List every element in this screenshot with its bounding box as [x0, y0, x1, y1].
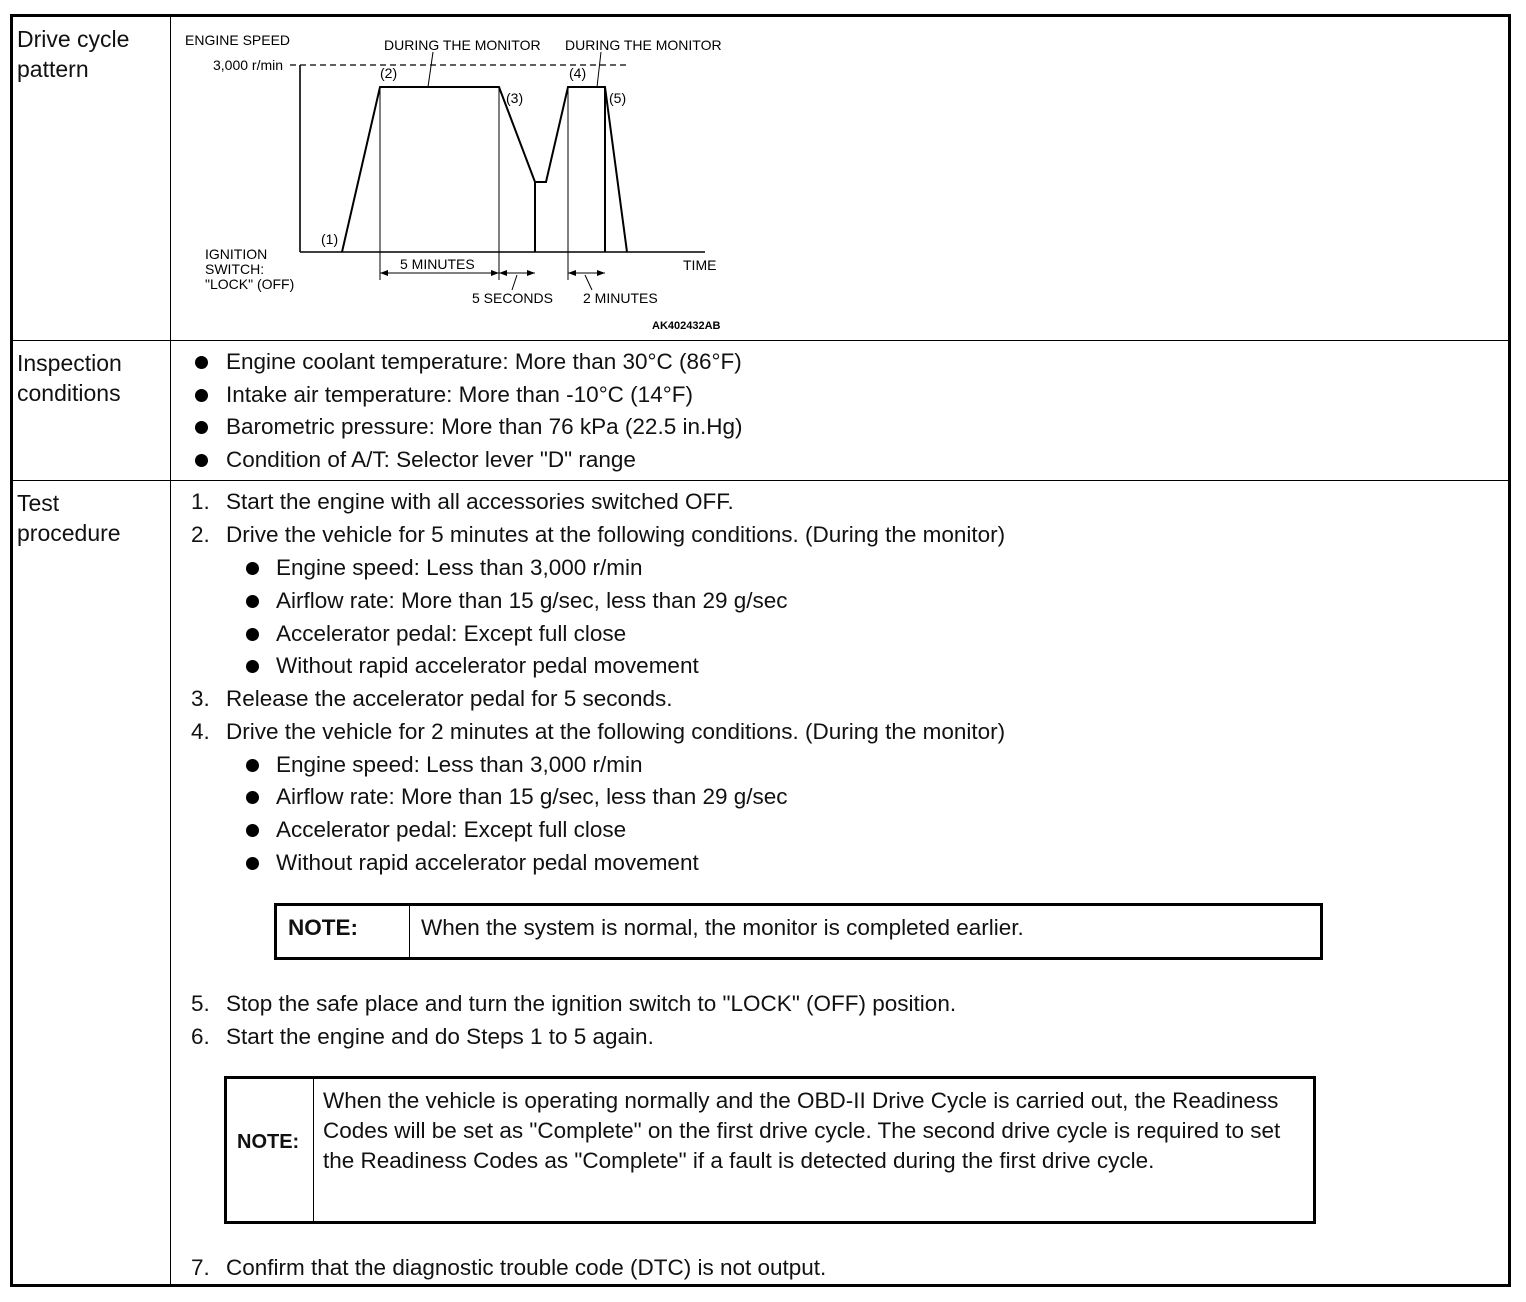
monitor-label-1: DURING THE MONITOR — [384, 37, 541, 53]
note-box — [274, 903, 1323, 960]
step-sub-item: Engine speed: Less than 3,000 r/min — [276, 555, 643, 580]
step-number: 6. — [191, 1024, 210, 1049]
note-text: When the system is normal, the monitor is completed earlier. — [421, 915, 1024, 940]
step-text: Release the accelerator pedal for 5 seconds. — [226, 686, 673, 711]
inspection-item: Barometric pressure: More than 76 kPa (22.5 in.Hg) — [226, 414, 743, 439]
duration-5-seconds: 5 SECONDS — [472, 290, 553, 306]
step-number: 5. — [191, 991, 210, 1016]
point-label-3: (3) — [506, 90, 524, 106]
step-number: 2. — [191, 522, 210, 547]
monitor-label-2: DURING THE MONITOR — [565, 37, 722, 53]
note-label: NOTE: — [237, 1131, 300, 1153]
note-label: NOTE: — [288, 915, 358, 940]
bullet-icon — [246, 857, 259, 870]
x-axis-label: TIME — [683, 257, 717, 273]
bullet-icon — [195, 454, 208, 467]
step-text: Start the engine and do Steps 1 to 5 again. — [226, 1024, 654, 1049]
point-label-1: (1) — [321, 231, 339, 247]
step-sub-item: Engine speed: Less than 3,000 r/min — [276, 752, 643, 777]
duration-2-minutes: 2 MINUTES — [583, 290, 658, 306]
step-sub-item: Accelerator pedal: Except full close — [276, 817, 627, 842]
step-number: 1. — [191, 489, 210, 514]
ignition-label-line-3: "LOCK" (OFF) — [205, 276, 295, 292]
step-sub-item: Airflow rate: More than 15 g/sec, less than 29 g/sec — [276, 784, 788, 809]
bullet-icon — [246, 595, 259, 608]
procedure-label: Test procedure — [17, 490, 121, 546]
note-box — [224, 1076, 1316, 1224]
step-number: 3. — [191, 686, 210, 711]
drive-cycle-diagram — [0, 0, 760, 340]
point-label-4: (4) — [569, 65, 587, 81]
row-divider-2 — [10, 480, 1511, 481]
point-label-2: (2) — [380, 65, 398, 81]
step-sub-item: Airflow rate: More than 15 g/sec, less than 29 g/sec — [276, 588, 788, 613]
drive-cycle-label: Drive cycle pattern — [17, 26, 130, 82]
inspection-item: Condition of A/T: Selector lever "D" range — [226, 447, 636, 472]
ignition-label-line-2: SWITCH: — [205, 261, 265, 277]
row-divider-1 — [10, 340, 1511, 341]
step-text: Drive the vehicle for 5 minutes at the following conditions. (During the monitor) — [226, 522, 1006, 547]
step-text: Drive the vehicle for 2 minutes at the following conditions. (During the monitor) — [226, 719, 1006, 744]
step-text: Confirm that the diagnostic trouble code (DTC) is not output. — [226, 1255, 827, 1280]
bullet-icon — [195, 421, 208, 434]
bullet-icon — [195, 356, 208, 369]
inspection-item: Intake air temperature: More than -10°C (14°F) — [226, 382, 693, 407]
bullet-icon — [195, 389, 208, 402]
step-sub-item: Without rapid accelerator pedal movement — [276, 850, 699, 875]
duration-5-minutes: 5 MINUTES — [400, 256, 475, 272]
ignition-label-line-1: IGNITION — [205, 246, 268, 262]
note-divider — [409, 906, 410, 957]
bullet-icon — [246, 824, 259, 837]
step-text: Start the engine with all accessories switched OFF. — [226, 489, 734, 514]
note-text: When the vehicle is operating normally and the OBD-II Drive Cycle is carried out, the Readiness Codes will be set as "Complete" on the first drive cycle. The second drive cycle is required to set the Readiness Codes as "Complete" if a fault is detected during the first drive cycle. — [323, 1088, 1281, 1173]
step-sub-item: Without rapid accelerator pedal movement — [276, 653, 699, 678]
note-divider — [313, 1079, 314, 1221]
bullet-icon — [246, 791, 259, 804]
point-label-5: (5) — [609, 90, 627, 106]
step-sub-item: Accelerator pedal: Except full close — [276, 621, 627, 646]
bullet-icon — [246, 628, 259, 641]
bullet-icon — [246, 562, 259, 575]
inspection-label: Inspection conditions — [17, 350, 122, 406]
step-text: Stop the safe place and turn the ignition switch to "LOCK" (OFF) position. — [226, 991, 957, 1016]
y-axis-label: ENGINE SPEED — [185, 32, 291, 48]
step-number: 4. — [191, 719, 210, 744]
figure-id: AK402432AB — [652, 320, 721, 332]
step-number: 7. — [191, 1255, 210, 1280]
bullet-icon — [246, 759, 259, 772]
bullet-icon — [246, 660, 259, 673]
inspection-item: Engine coolant temperature: More than 30°C (86°F) — [226, 349, 742, 374]
speed-tick-label: 3,000 r/min — [213, 57, 284, 73]
